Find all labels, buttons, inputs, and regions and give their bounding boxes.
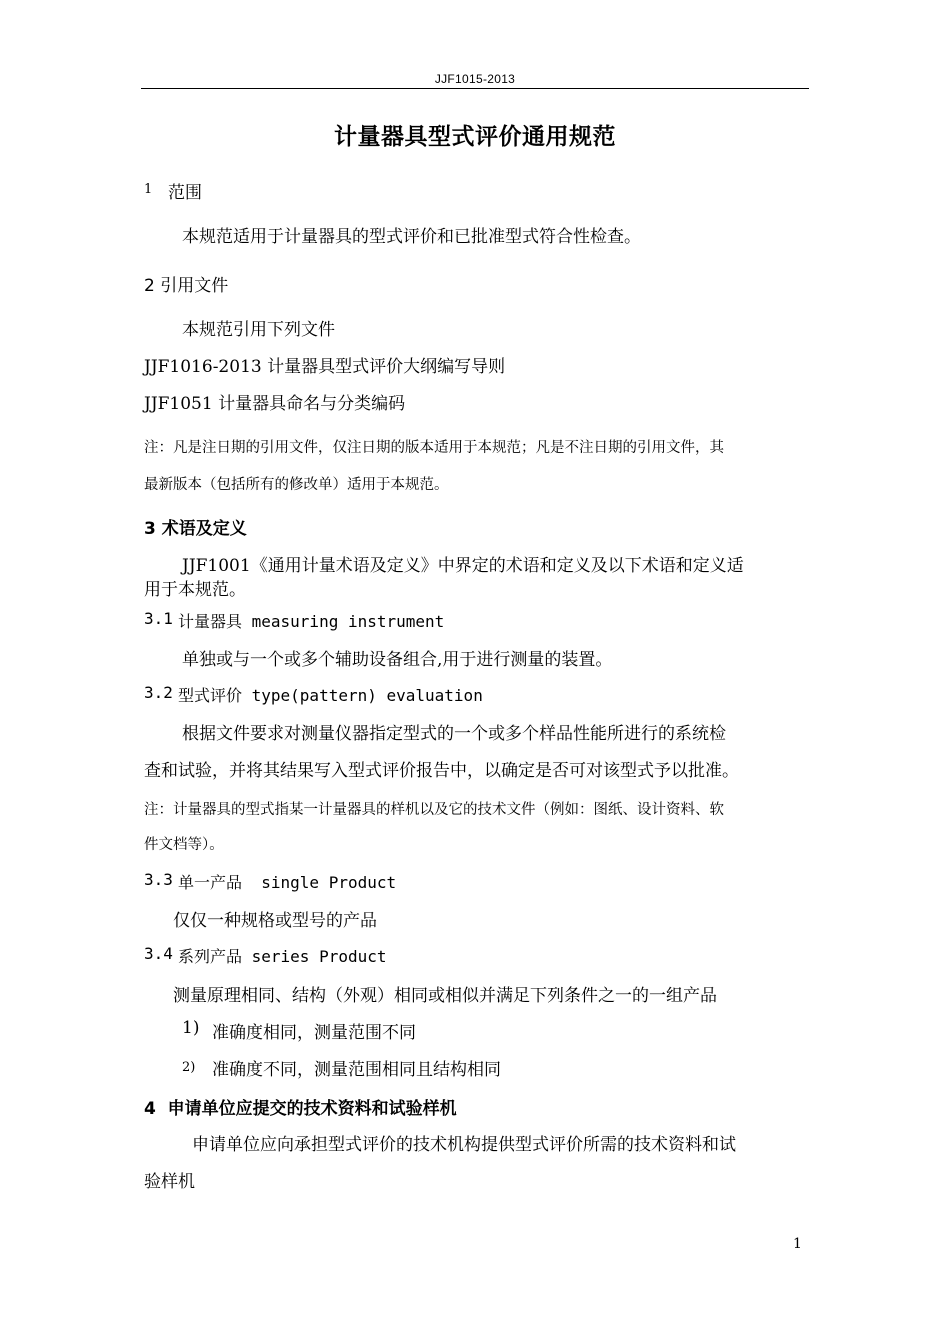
section-2-intro: 本规范引用下列文件 <box>182 320 335 340</box>
section-1-number: 1 <box>144 182 153 197</box>
term-3-4-title: 系列产品 series Product <box>178 947 387 966</box>
standard-code-header: JJF1015-2013 <box>434 72 516 86</box>
list-item-text: 准确度不同，测量范围相同且结构相同 <box>212 1060 501 1080</box>
term-3-4-definition: 测量原理相同、结构（外观）相同或相似并满足下列条件之一的一组产品 <box>173 986 717 1006</box>
term-3-1-definition: 单独或与一个或多个辅助设备组合,用于进行测量的装置。 <box>182 650 613 670</box>
term-3-1-title: 计量器具 measuring instrument <box>178 612 445 631</box>
section-2-heading: 2 引用文件 <box>144 276 229 296</box>
list-item-text: 准确度相同，测量范围不同 <box>212 1023 416 1043</box>
term-3-2-definition-line: 根据文件要求对测量仪器指定型式的一个或多个样品性能所进行的系统检 <box>182 724 726 744</box>
list-item-number: 2) <box>182 1060 196 1075</box>
section-3-intro-line: 用于本规范。 <box>144 580 246 600</box>
section-2-note-line: 注：凡是注日期的引用文件，仅注日期的版本适用于本规范；凡是不注日期的引用文件，其 <box>144 440 724 456</box>
list-item-number: 1) <box>182 1018 200 1038</box>
term-3-3-number: 3.3 <box>144 870 173 889</box>
section-2-note-line: 最新版本（包括所有的修改单）适用于本规范。 <box>144 477 449 493</box>
section-4-body-line: 申请单位应向承担型式评价的技术机构提供型式评价所需的技术资料和试 <box>192 1135 736 1155</box>
term-3-4-number: 3.4 <box>144 944 173 963</box>
term-3-2-number: 3.2 <box>144 683 173 702</box>
term-3-2-note-line: 注：计量器具的型式指某一计量器具的样机以及它的技术文件（例如：图纸、设计资料、软 <box>144 802 724 818</box>
term-3-2-title: 型式评价 type(pattern) evaluation <box>178 686 483 705</box>
term-3-2-note-line: 件文档等）。 <box>144 837 224 853</box>
term-3-2-definition-line: 查和试验，并将其结果写入型式评价报告中，以确定是否可对该型式予以批准。 <box>144 761 739 781</box>
section-3-intro-line: JJF1001《通用计量术语及定义》中界定的术语和定义及以下术语和定义适 <box>182 556 744 576</box>
section-1-heading: 范围 <box>168 183 202 203</box>
reference-item: JJF1016-2013 计量器具型式评价大纲编写导则 <box>144 357 506 377</box>
section-3-heading: 3 术语及定义 <box>144 519 247 539</box>
term-3-3-title: 单一产品 single Product <box>178 873 397 892</box>
section-1-body: 本规范适用于计量器具的型式评价和已批准型式符合性检查。 <box>182 227 641 247</box>
page-number: 1 <box>793 1236 802 1252</box>
section-4-body-line: 验样机 <box>144 1172 195 1192</box>
reference-item: JJF1051 计量器具命名与分类编码 <box>144 394 406 414</box>
document-title: 计量器具型式评价通用规范 <box>334 124 616 150</box>
header-rule <box>141 88 809 89</box>
term-3-1-number: 3.1 <box>144 609 173 628</box>
section-4-heading: 4 申请单位应提交的技术资料和试验样机 <box>144 1099 457 1119</box>
term-3-3-definition: 仅仅一种规格或型号的产品 <box>173 911 377 931</box>
